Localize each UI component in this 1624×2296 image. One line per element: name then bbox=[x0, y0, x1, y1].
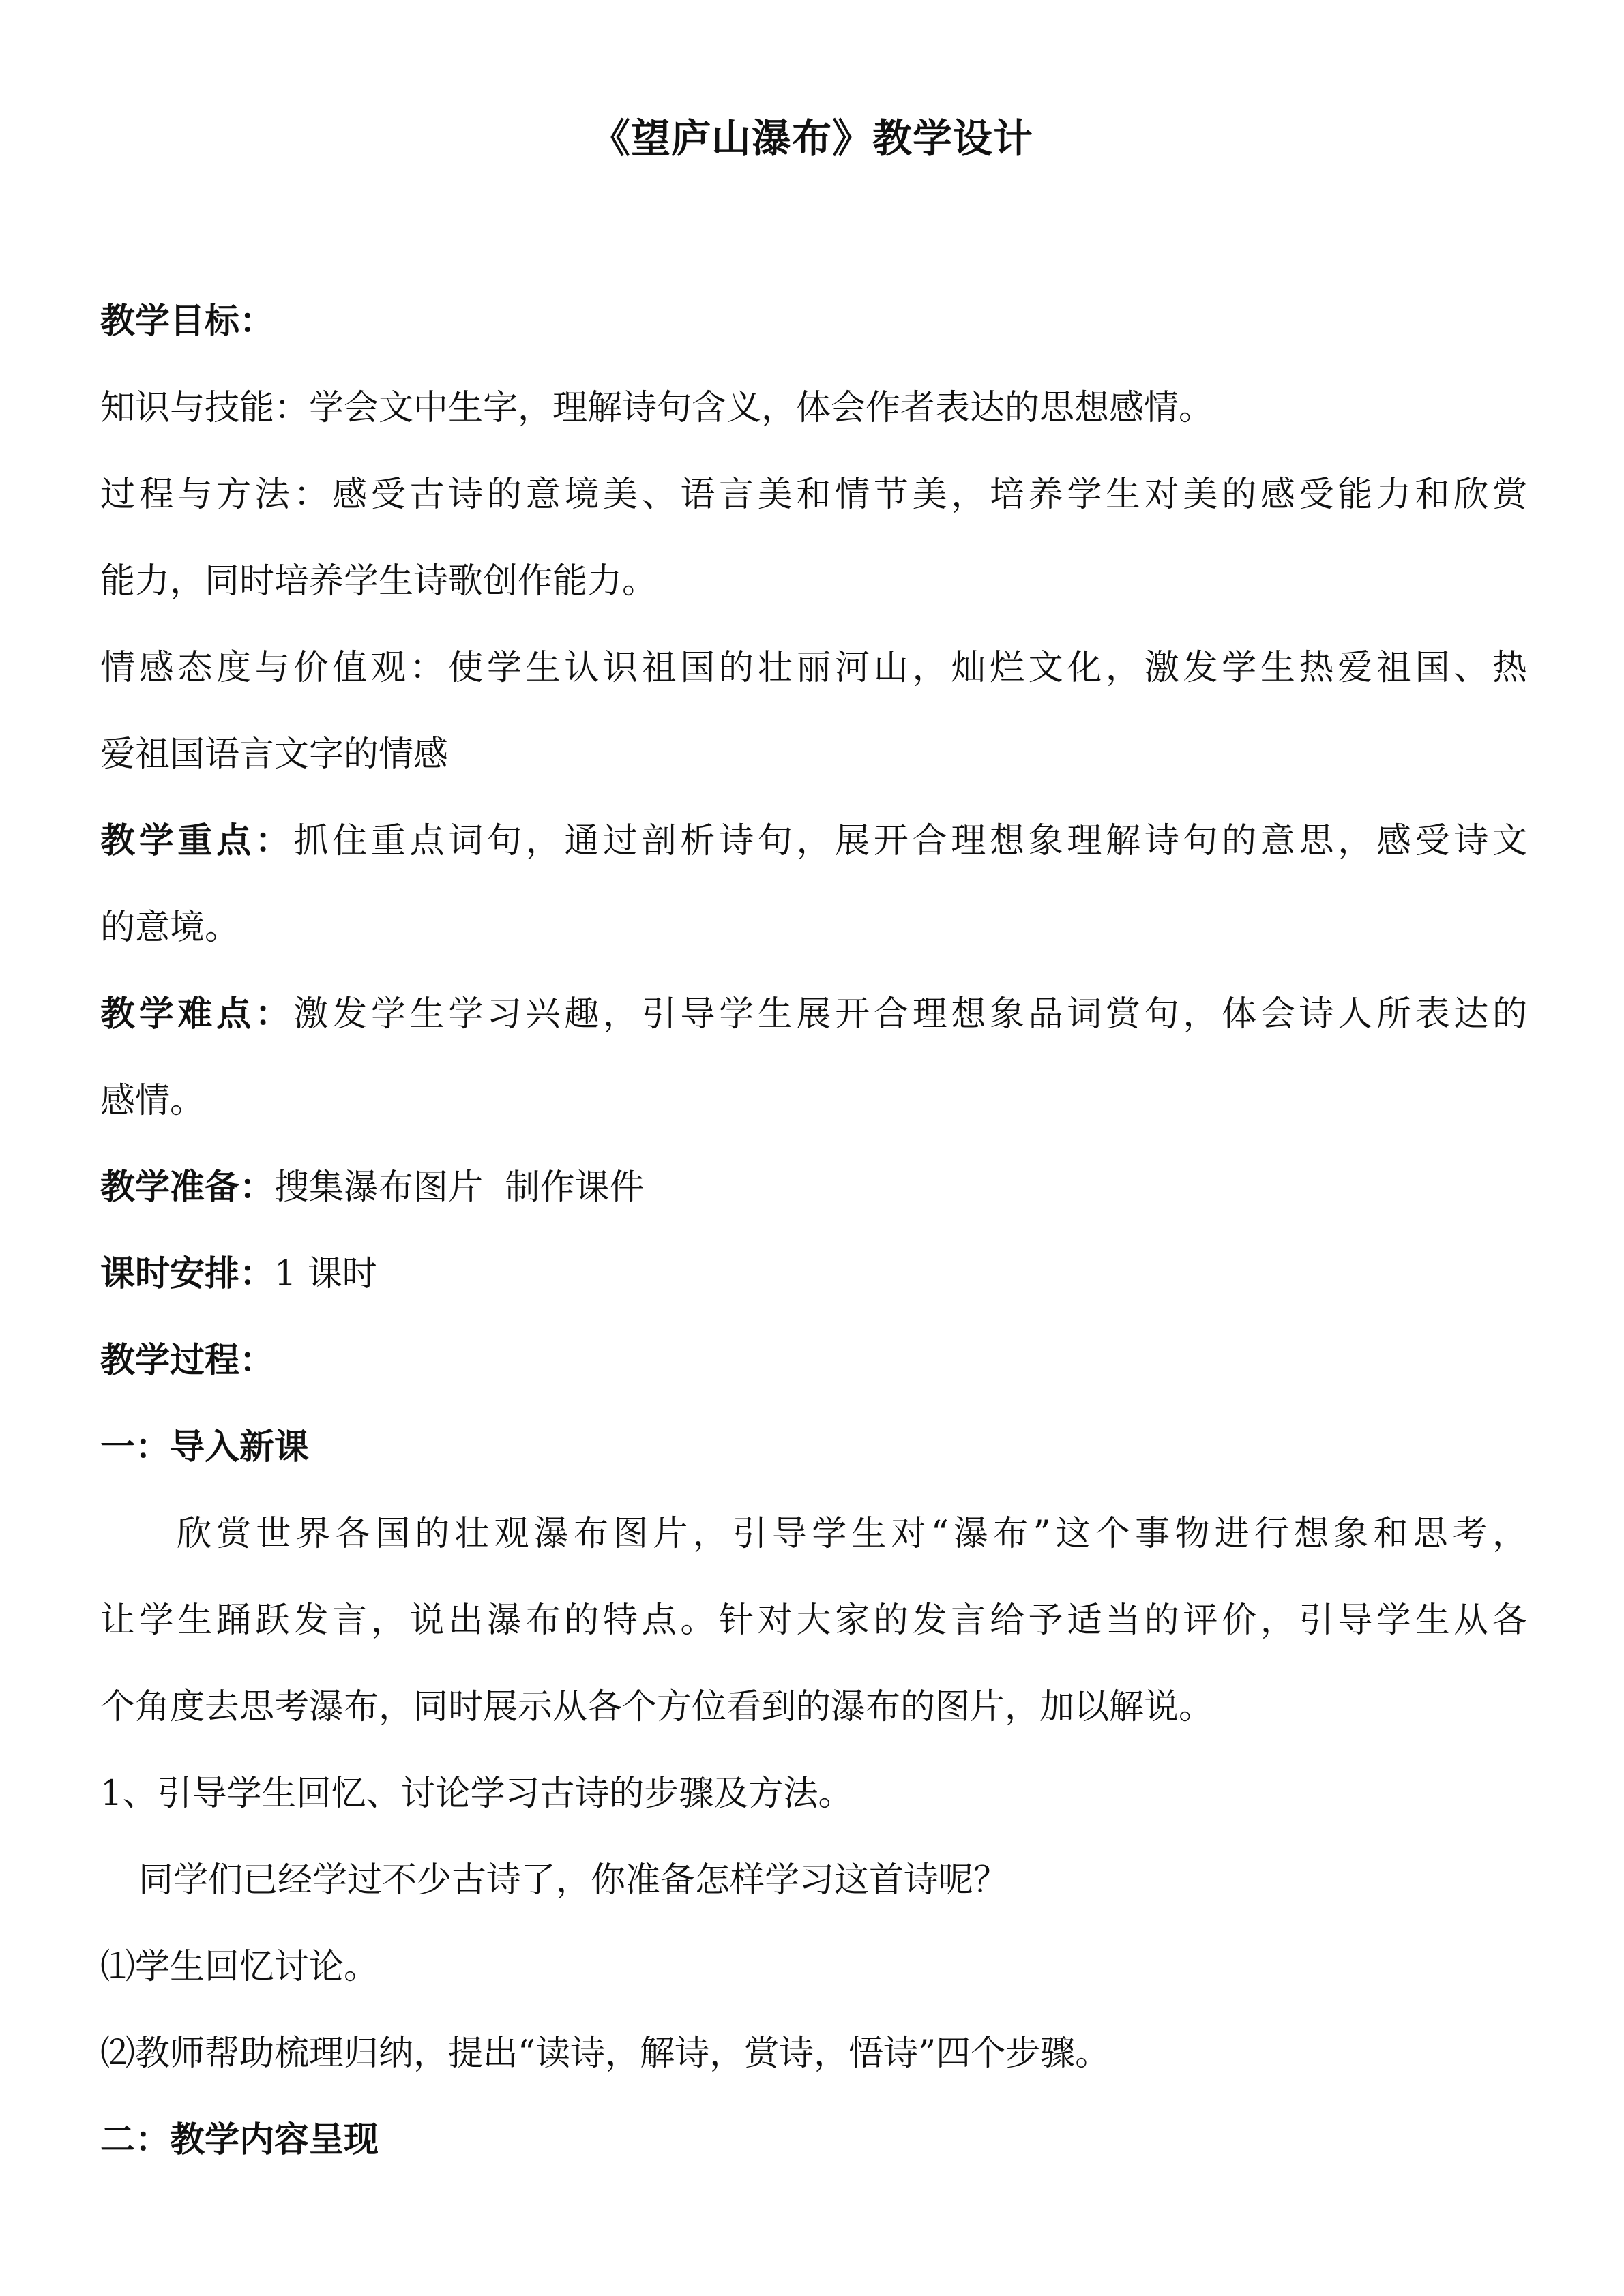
key-points-label: 教学重点： bbox=[100, 820, 294, 861]
section1-sub1: ⑴学生回忆讨论。 bbox=[100, 1947, 379, 1987]
process-method-line-2: 能力，同时培养学生诗歌创作能力。 bbox=[100, 561, 658, 601]
difficulties-text: 激发学生学习兴趣，引导学生展开合理想象品词赏句，体会诗人所表达的 bbox=[293, 994, 1527, 1034]
difficulties-line-1 bbox=[100, 971, 1527, 1058]
schedule-line bbox=[100, 1231, 1527, 1317]
process-heading: 教学过程： bbox=[100, 1340, 275, 1381]
preparation-label: 教学准备： bbox=[100, 1167, 275, 1208]
difficulties-label: 教学难点： bbox=[100, 994, 294, 1034]
preparation-text: 搜集瀑布图片 制作课件 bbox=[274, 1167, 645, 1208]
process-method-line-1: 过程与方法：感受古诗的意境美、语言美和情节美，培养学生对美的感受能力和欣赏 bbox=[100, 475, 1527, 515]
section1-paragraph-line-2: 让学生踊跃发言，说出瀑布的特点。针对大家的发言给予适当的评价，引导学生从各 bbox=[100, 1600, 1527, 1641]
key-points-line-2: 的意境。 bbox=[100, 908, 240, 948]
emotion-values-line-2: 爱祖国语言文字的情感 bbox=[100, 734, 449, 775]
preparation-line bbox=[100, 1144, 1527, 1231]
section1-step1: 1、引导学生回忆、讨论学习古诗的步骤及方法。 bbox=[100, 1774, 853, 1814]
schedule-label: 课时安排： bbox=[100, 1253, 275, 1294]
knowledge-skill-line: 知识与技能：学会文中生字，理解诗句含义，体会作者表达的思想感情。 bbox=[100, 388, 1214, 428]
difficulties-line-2: 感情。 bbox=[100, 1081, 205, 1121]
key-points-text: 抓住重点词句，通过剖析诗句，展开合理想象理解诗句的意思，感受诗文 bbox=[293, 821, 1527, 861]
section1-heading: 一：导入新课 bbox=[100, 1427, 310, 1467]
section2-heading: 二：教学内容呈现 bbox=[100, 2119, 379, 2160]
document-body bbox=[100, 278, 1527, 2183]
objectives-heading: 教学目标： bbox=[100, 301, 275, 342]
emotion-values-line-1: 情感态度与价值观：使学生认识祖国的壮丽河山，灿烂文化，激发学生热爱祖国、热 bbox=[100, 648, 1527, 688]
section1-paragraph-line-3: 个角度去思考瀑布，同时展示从各个方位看到的瀑布的图片，加以解说。 bbox=[100, 1687, 1214, 1727]
section1-sub2: ⑵教师帮助梳理归纳，提出“读诗，解诗，赏诗，悟诗”四个步骤。 bbox=[100, 2033, 1110, 2074]
section1-paragraph-line-1: 欣赏世界各国的壮观瀑布图片，引导学生对“瀑布”这个事物进行想象和思考， bbox=[177, 1514, 1527, 1554]
page-title: 《望庐山瀑布》教学设计 bbox=[590, 115, 1033, 162]
section1-question: 同学们已经学过不少古诗了，你准备怎样学习这首诗呢？ bbox=[138, 1860, 1009, 1900]
schedule-text: 1 课时 bbox=[274, 1254, 377, 1294]
key-points-line-1 bbox=[100, 798, 1527, 884]
